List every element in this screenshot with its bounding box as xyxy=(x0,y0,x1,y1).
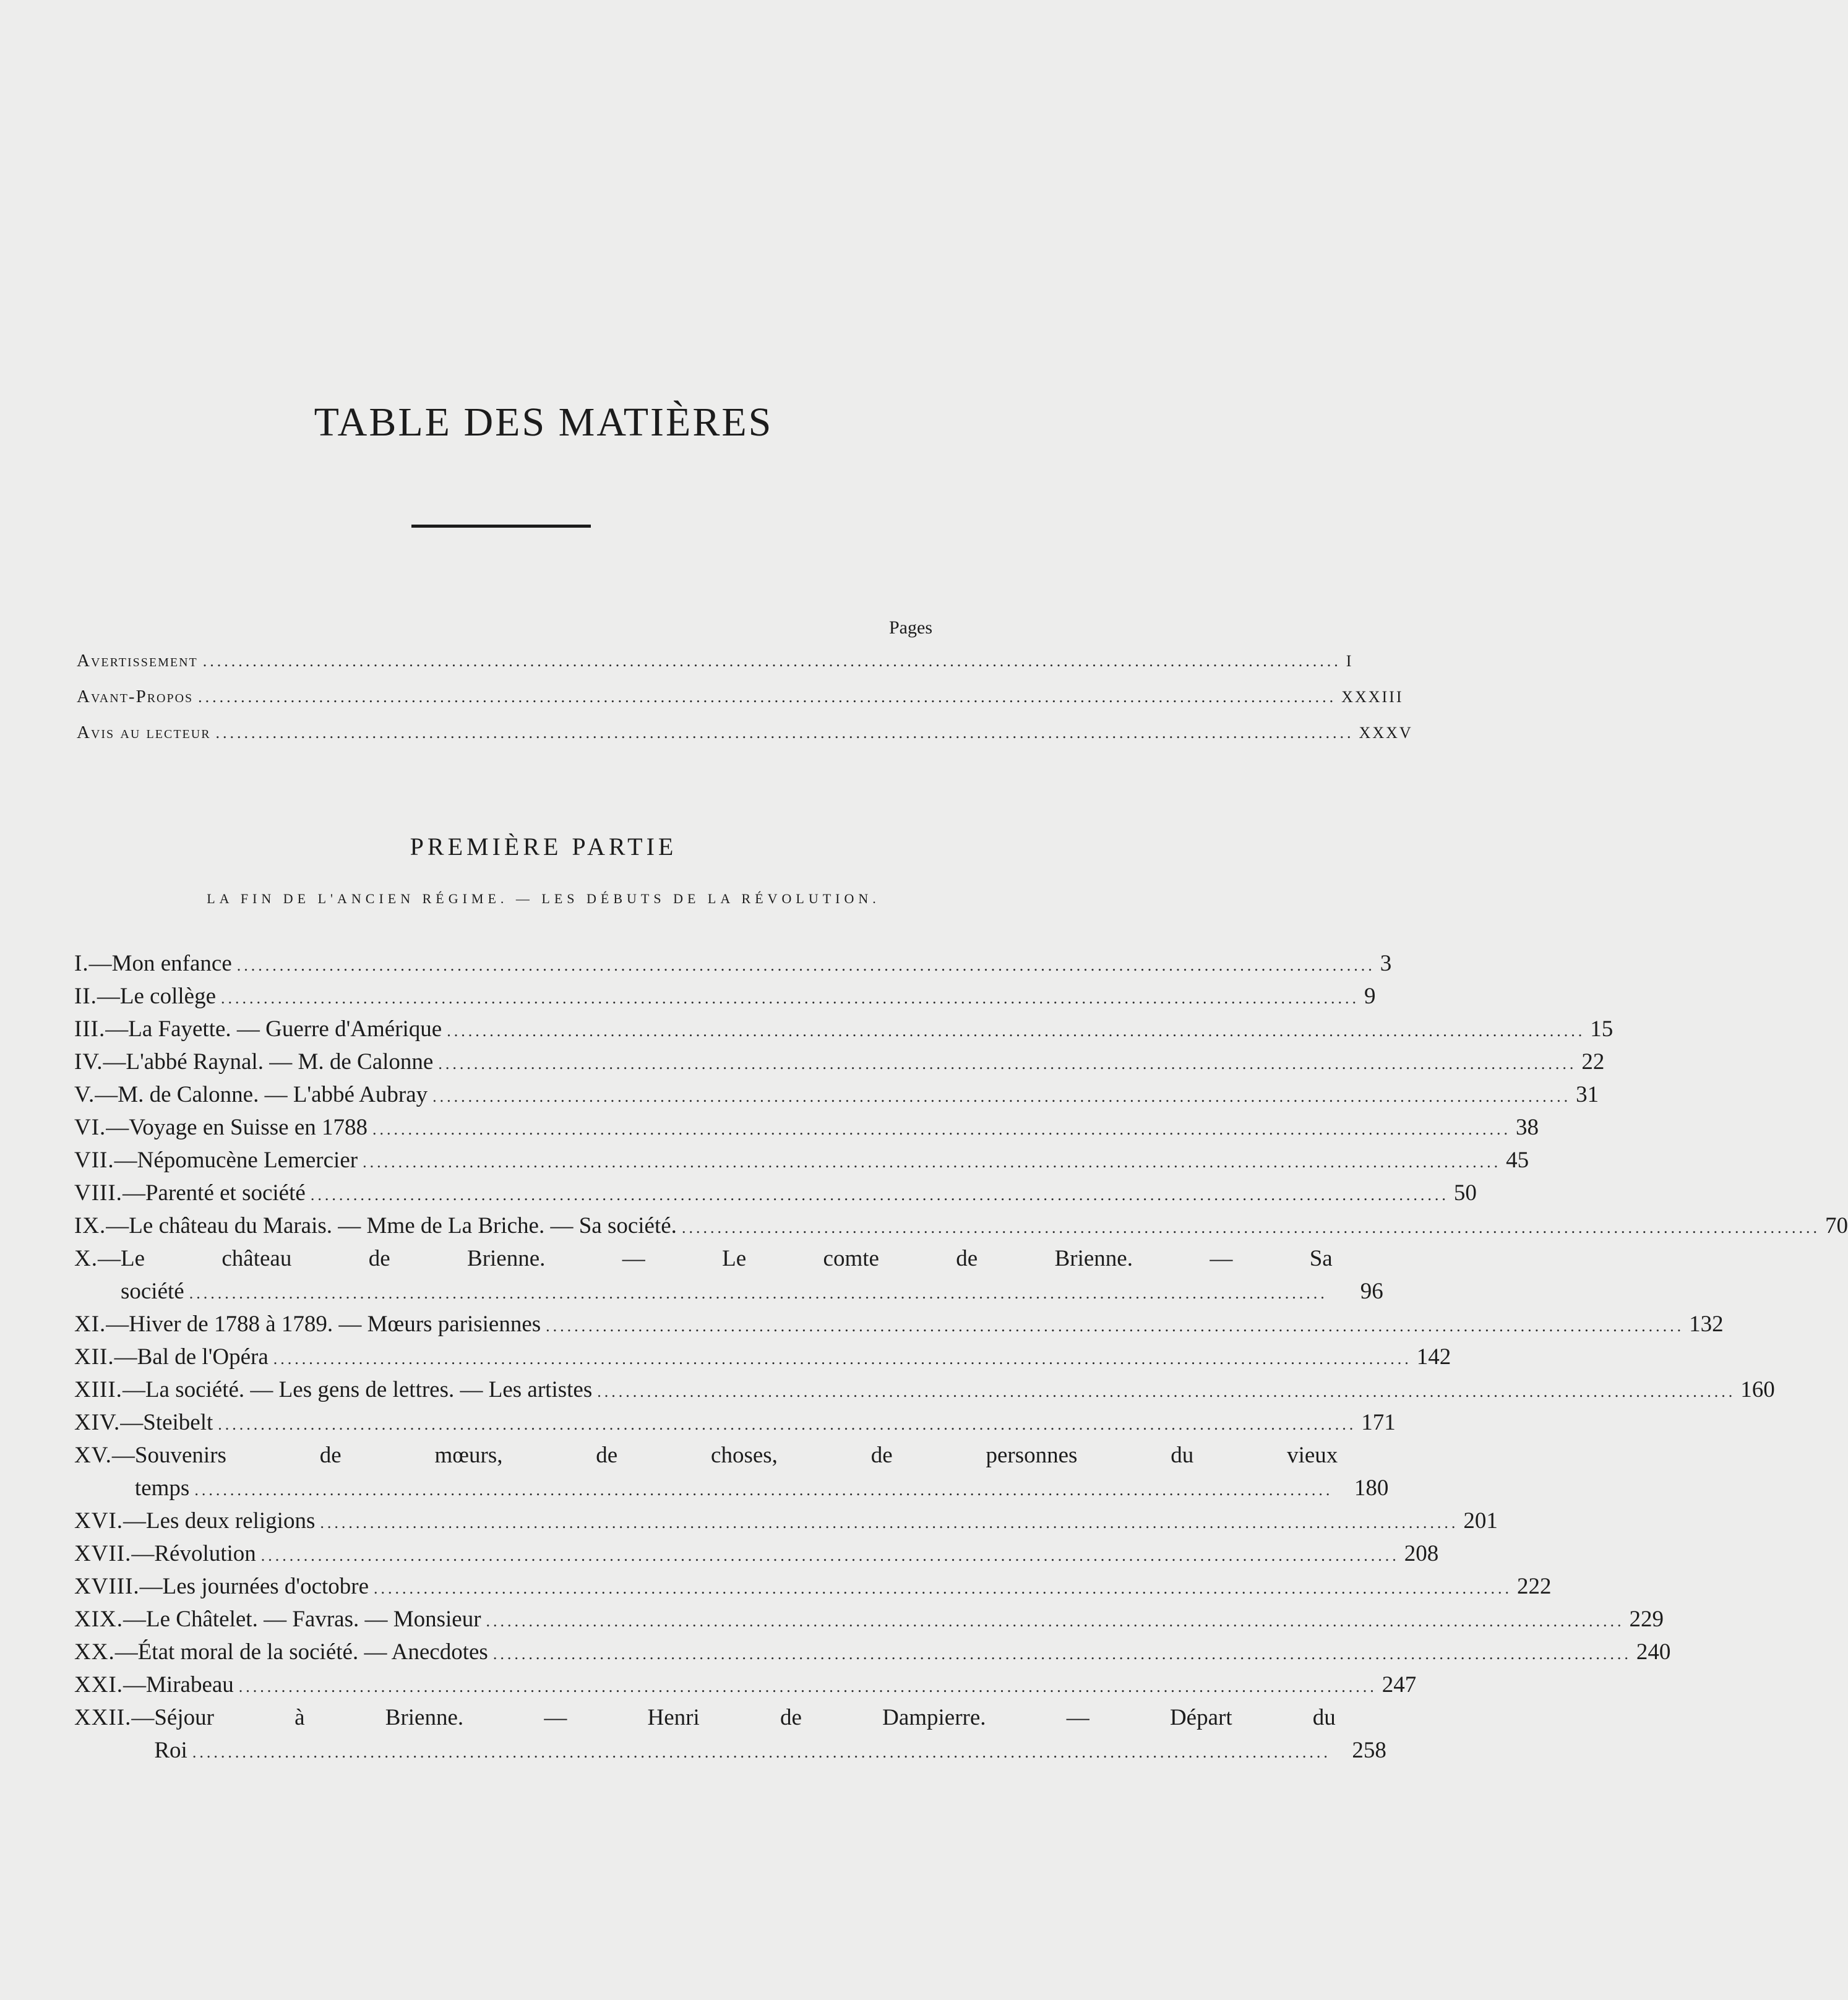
chapter-page: 96 xyxy=(1360,1279,1383,1304)
chapter-number: III. xyxy=(74,1016,106,1042)
chapter-entry xyxy=(74,1442,1389,1508)
chapter-title: M. de Calonne. — L'abbé Aubray xyxy=(118,1082,428,1107)
chapter-dash: — xyxy=(105,1016,129,1042)
chapter-page: 258 xyxy=(1352,1738,1386,1763)
front-matter-page: XXXIII xyxy=(1341,688,1404,706)
dot-leader xyxy=(273,1350,1412,1368)
chapter-entry xyxy=(74,1376,1775,1409)
dot-leader xyxy=(432,1088,1571,1106)
chapter-dash: — xyxy=(139,1574,163,1599)
chapter-page: 70 xyxy=(1824,1213,1848,1238)
chapter-number: V. xyxy=(74,1082,95,1107)
chapter-dash: — xyxy=(106,1311,129,1337)
chapter-number: XXI. xyxy=(74,1672,124,1697)
chapter-number: VI. xyxy=(74,1115,106,1140)
chapter-entry xyxy=(74,1081,1599,1114)
chapter-title: Souvenirs de mœurs, de choses, de personnes du vieux xyxy=(134,1443,1338,1468)
chapter-title: Steibelt xyxy=(143,1410,213,1435)
front-matter-label: Avis au lecteur xyxy=(77,723,211,742)
chapter-entry xyxy=(74,1508,1498,1540)
dot-leader xyxy=(194,1481,1333,1500)
chapter-dash: — xyxy=(131,1541,155,1566)
chapter-page: 15 xyxy=(1590,1016,1614,1042)
chapter-number: II. xyxy=(74,984,97,1009)
chapter-number: XI. xyxy=(74,1311,106,1337)
chapter-number: IX. xyxy=(74,1213,106,1238)
dot-leader xyxy=(237,956,1375,975)
chapter-entry xyxy=(74,1672,1417,1704)
chapter-title: Voyage en Suisse en 1788 xyxy=(129,1115,368,1140)
chapter-title: Le collège xyxy=(119,984,217,1009)
dot-leader xyxy=(261,1547,1399,1565)
chapter-page: 171 xyxy=(1361,1410,1396,1435)
dot-leader xyxy=(447,1022,1585,1041)
chapter-entry xyxy=(74,1311,1724,1344)
title-rule xyxy=(411,525,591,528)
dot-leader xyxy=(221,989,1359,1008)
chapter-page: 3 xyxy=(1380,951,1392,976)
chapter-number: IV. xyxy=(74,1049,103,1075)
chapter-entry xyxy=(74,1344,1451,1376)
chapter-entry xyxy=(74,1540,1439,1573)
chapter-number: VIII. xyxy=(74,1180,122,1206)
page-title: TABLE DES MATIÈRES xyxy=(314,400,773,445)
chapter-page: 31 xyxy=(1576,1082,1599,1107)
chapter-entry xyxy=(74,1409,1396,1442)
pages-column-label: Pages xyxy=(889,617,932,638)
chapter-dash: — xyxy=(95,1082,118,1107)
dot-leader xyxy=(239,1678,1377,1696)
chapter-dash: — xyxy=(111,1443,135,1468)
dot-leader xyxy=(597,1383,1735,1401)
chapter-title: Les deux religions xyxy=(146,1508,316,1534)
chapter-page: 201 xyxy=(1463,1508,1498,1534)
chapter-dash: — xyxy=(123,1672,147,1697)
dot-leader xyxy=(218,1415,1356,1434)
chapter-list xyxy=(74,950,1848,1770)
chapter-title: Les journées d'octobre xyxy=(162,1574,369,1599)
chapter-entry xyxy=(74,1147,1529,1180)
chapter-dash: — xyxy=(122,1180,145,1206)
chapter-page: 180 xyxy=(1354,1475,1389,1501)
chapter-title: La Fayette. — Guerre d'Amérique xyxy=(128,1016,442,1042)
chapter-number: XV. xyxy=(74,1443,112,1468)
chapter-entry xyxy=(74,1639,1671,1672)
chapter-title: Népomucène Lemercier xyxy=(137,1148,358,1173)
chapter-page: 229 xyxy=(1629,1607,1664,1632)
chapter-dash: — xyxy=(114,1639,138,1665)
chapter-page: 22 xyxy=(1581,1049,1605,1075)
chapter-number: XXII. xyxy=(74,1705,132,1730)
chapter-number: XVI. xyxy=(74,1508,124,1534)
chapter-page: 160 xyxy=(1740,1377,1775,1402)
chapter-dash: — xyxy=(123,1607,147,1632)
chapter-page: 142 xyxy=(1416,1344,1451,1370)
chapter-entry xyxy=(74,983,1376,1016)
chapter-entry xyxy=(74,1016,1614,1049)
chapter-dash: — xyxy=(97,984,120,1009)
chapter-dash: — xyxy=(88,951,112,976)
chapter-dash: — xyxy=(123,1508,147,1534)
chapter-title: Hiver de 1788 à 1789. — Mœurs parisiennes xyxy=(129,1311,541,1337)
dot-leader xyxy=(198,688,1336,706)
chapter-entry xyxy=(74,1704,1386,1770)
chapter-page: 45 xyxy=(1506,1148,1529,1173)
chapter-dash: — xyxy=(122,1377,145,1402)
chapter-page: 240 xyxy=(1636,1639,1671,1665)
front-matter-label: Avant-Propos xyxy=(77,687,194,706)
chapter-title: État moral de la société. — Anecdotes xyxy=(137,1639,488,1665)
chapter-title: Le Châtelet. — Favras. — Monsieur xyxy=(146,1607,481,1632)
chapter-entry xyxy=(74,1245,1383,1311)
chapter-page: 38 xyxy=(1516,1115,1539,1140)
part-title: PREMIÈRE PARTIE xyxy=(410,833,677,861)
chapter-dash: — xyxy=(106,1115,129,1140)
chapter-title: La société. — Les gens de lettres. — Les artistes xyxy=(145,1377,593,1402)
chapter-number: XX. xyxy=(74,1639,115,1665)
dot-leader xyxy=(216,724,1354,742)
dot-leader xyxy=(363,1153,1501,1172)
chapter-number: XII. xyxy=(74,1344,114,1370)
chapter-title-continued: société xyxy=(120,1279,184,1304)
dot-leader xyxy=(311,1186,1449,1204)
chapter-dash: — xyxy=(103,1049,126,1075)
chapter-title: Le château du Marais. — Mme de La Briche. — Sa société. xyxy=(129,1213,677,1238)
dot-leader xyxy=(438,1055,1576,1073)
chapter-title-continued: temps xyxy=(134,1475,190,1501)
front-matter-item xyxy=(77,651,1354,687)
front-matter-item xyxy=(77,687,1404,723)
front-matter-list xyxy=(77,651,1413,758)
chapter-entry xyxy=(74,1606,1664,1639)
chapter-page: 222 xyxy=(1517,1574,1552,1599)
chapter-number: XVIII. xyxy=(74,1574,140,1599)
chapter-number: VII. xyxy=(74,1148,114,1173)
chapter-title: Mon enfance xyxy=(111,951,232,976)
dot-leader xyxy=(493,1645,1631,1663)
chapter-dash: — xyxy=(97,1246,121,1271)
chapter-entry xyxy=(74,1573,1552,1606)
chapter-dash: — xyxy=(114,1344,137,1370)
chapter-page: 50 xyxy=(1453,1180,1477,1206)
dot-leader xyxy=(320,1514,1458,1532)
chapter-number: XIV. xyxy=(74,1410,121,1435)
dot-leader xyxy=(486,1612,1625,1631)
chapter-title: Séjour à Brienne. — Henri de Dampierre. — Départ du xyxy=(154,1705,1336,1730)
chapter-title: Révolution xyxy=(154,1541,256,1566)
chapter-dash: — xyxy=(131,1705,155,1730)
chapter-number: I. xyxy=(74,951,89,976)
chapter-number: XVII. xyxy=(74,1541,132,1566)
chapter-dash: — xyxy=(114,1148,137,1173)
dot-leader xyxy=(192,1743,1331,1762)
front-matter-item xyxy=(77,723,1413,758)
front-matter-page: XXXV xyxy=(1359,724,1413,742)
front-matter-label: Avertissement xyxy=(77,651,198,671)
dot-leader xyxy=(374,1579,1512,1598)
chapter-entry xyxy=(74,950,1392,983)
chapter-title: Le château de Brienne. — Le comte de Brienne. — Sa xyxy=(120,1246,1333,1271)
chapter-title: Bal de l'Opéra xyxy=(137,1344,269,1370)
chapter-title: L'abbé Raynal. — M. de Calonne xyxy=(126,1049,434,1075)
chapter-page: 132 xyxy=(1689,1311,1724,1337)
chapter-entry xyxy=(74,1049,1605,1081)
chapter-page: 9 xyxy=(1364,984,1376,1009)
part-subtitle: LA FIN DE L'ANCIEN RÉGIME. — LES DÉBUTS DE LA RÉVOLUTION. xyxy=(207,891,880,906)
dot-leader xyxy=(546,1317,1684,1336)
chapter-dash: — xyxy=(106,1213,129,1238)
chapter-page: 247 xyxy=(1382,1672,1417,1697)
front-matter-page: I xyxy=(1346,652,1354,670)
chapter-title-continued: Roi xyxy=(154,1738,187,1763)
dot-leader xyxy=(372,1120,1511,1139)
dot-leader xyxy=(203,652,1341,671)
chapter-dash: — xyxy=(120,1410,144,1435)
chapter-number: XIII. xyxy=(74,1377,122,1402)
chapter-entry xyxy=(74,1180,1477,1212)
chapter-number: XIX. xyxy=(74,1607,124,1632)
chapter-entry xyxy=(74,1114,1539,1147)
chapter-number: X. xyxy=(74,1246,98,1271)
chapter-title: Parenté et société xyxy=(145,1180,306,1206)
chapter-entry xyxy=(74,1212,1848,1245)
chapter-title: Mirabeau xyxy=(146,1672,234,1697)
dot-leader xyxy=(189,1284,1328,1303)
dot-leader xyxy=(682,1219,1820,1237)
chapter-page: 208 xyxy=(1404,1541,1439,1566)
